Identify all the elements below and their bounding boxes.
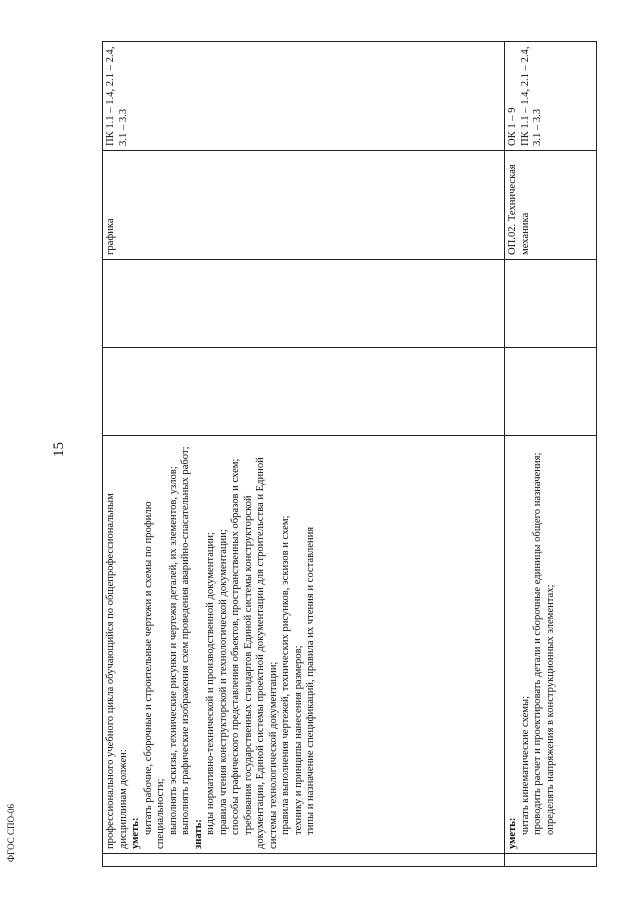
list-item: типы и назначение спецификаций, правила их чтения и составления bbox=[305, 526, 316, 835]
list-item: виды нормативно-технической и производственной документации; bbox=[205, 532, 216, 835]
list-item: правила чтения конструкторской и технологической документации; bbox=[217, 529, 229, 835]
discipline-name: ОП.02. Техническая механика bbox=[507, 164, 531, 255]
umet-label: уметь: bbox=[130, 817, 141, 849]
competencies-text: ПК 1.1 – 1.4, 2.1 – 2.4, 3.1 – 3.3 bbox=[105, 46, 129, 146]
list-item: технику и принципы нанесения размеров; bbox=[292, 645, 304, 835]
blank-cell bbox=[505, 260, 597, 348]
requirements-cell bbox=[505, 436, 597, 854]
blank-cell bbox=[103, 854, 505, 867]
discipline-name: графика bbox=[105, 218, 116, 255]
list-item: читать рабочие, сборочные и строительные чертежи и схемы по профилю специальности; bbox=[142, 501, 166, 849]
umet-label: уметь: bbox=[507, 817, 518, 849]
competencies-cell bbox=[103, 42, 505, 151]
list-item: способы графического представления объектов, пространственных образов и схем; bbox=[230, 458, 241, 835]
requirements-cell bbox=[103, 436, 505, 854]
list-item: выполнять эскизы, технические рисунки и чертежи деталей, их элементов, узлов; bbox=[167, 466, 179, 835]
competencies-ok: ОК 1 – 9 bbox=[507, 107, 518, 146]
rotated-table-container bbox=[102, 42, 596, 867]
blank-cell bbox=[103, 260, 505, 348]
table-row bbox=[505, 42, 597, 867]
intro-text: профессионального учебного цикла обучающийся по общепрофессиональным дисциплинам должен: bbox=[105, 493, 129, 849]
table-row bbox=[103, 42, 505, 867]
znat-label: знать: bbox=[192, 819, 204, 849]
list-item: определять напряжения в конструкционных элементах; bbox=[544, 584, 556, 835]
blank-cell bbox=[103, 348, 505, 436]
competencies-cell bbox=[505, 42, 597, 151]
discipline-cell bbox=[103, 151, 505, 260]
competencies-pk: ПК 1.1 – 1.4, 2.1 – 2.4, 3.1 – 3.3 bbox=[519, 46, 543, 146]
list-item: читать кинематические схемы; bbox=[519, 695, 531, 835]
page-number: 15 bbox=[51, 442, 67, 457]
list-item: проводить расчет и проектировать детали и сборочные единицы общего назначения; bbox=[532, 452, 543, 835]
discipline-cell bbox=[505, 151, 597, 260]
footer-code: ФГОС СПО-06 bbox=[6, 804, 16, 862]
blank-cell bbox=[505, 348, 597, 436]
list-item: выполнять графические изображения схем проведения аварийно-спасательных работ; bbox=[180, 446, 191, 835]
competency-table bbox=[102, 41, 597, 867]
list-item: требования государственных стандартов Единой системы конструкторской документации, Единой системы проектной документации для строительства и Единой системы технологической документации; bbox=[242, 457, 279, 849]
blank-cell bbox=[505, 854, 597, 867]
list-item: правила выполнения чертежей, технических рисунков, эскизов и схем; bbox=[280, 515, 291, 835]
